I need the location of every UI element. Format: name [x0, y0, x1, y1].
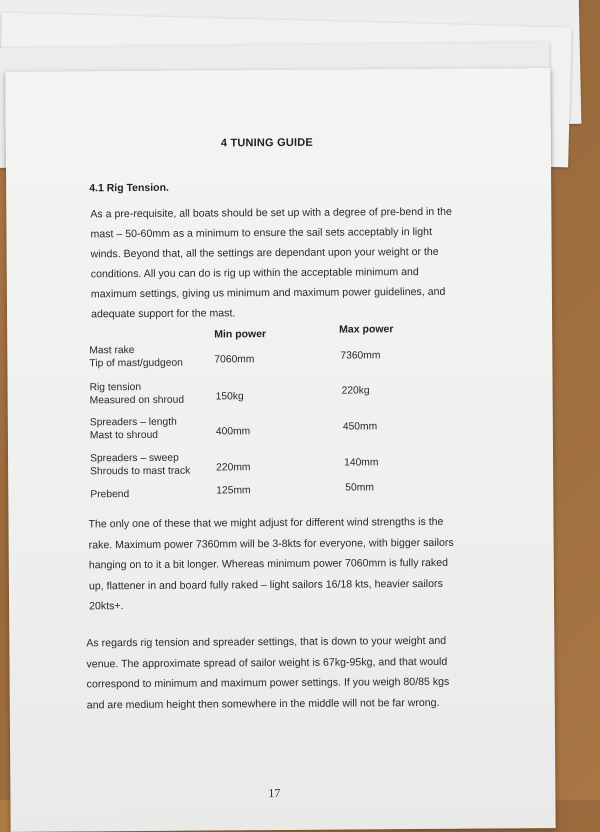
row-label-line: Rig tension: [89, 381, 142, 394]
max-power-header: Max power: [339, 323, 394, 336]
cell-min: 220mm: [216, 462, 251, 474]
row-label-line: Spreaders – length: [89, 416, 177, 429]
page-number: 17: [268, 786, 281, 801]
intro-paragraph: As a pre-requisite, all boats should be set up with a degree of pre-bend in the mast – 50-60mm as a minimum to ensure the sail sets acceptably in light winds. Beyond that, all the settings are dependant upon your weight or the conditions. All you can do is rig up within the acceptable minimum and maximum settings, giving us minimum and maximum power guidelines, and adequate support for the mast.: [90, 205, 452, 321]
row-label-line: Prebend: [90, 489, 130, 501]
document-page: [5, 68, 555, 832]
cell-max: 220kg: [341, 385, 370, 397]
row-label-spreaders-length: [90, 416, 177, 443]
row-label-mast-rake: [89, 344, 183, 371]
cell-max: 7360mm: [340, 350, 381, 362]
row-label-line: Spreaders – sweep: [90, 452, 179, 465]
row-label-line: Mast to shroud: [89, 429, 159, 442]
row-label-line: Shrouds to mast track: [90, 465, 191, 478]
row-label-spreaders-sweep: [90, 452, 190, 479]
cell-min: 400mm: [215, 426, 251, 438]
subsection-heading: 4.1 Rig Tension.: [89, 181, 169, 195]
row-label-line: Tip of mast/gudgeon: [89, 357, 183, 370]
rake-paragraph: The only one of these that we might adjust for different wind strengths is the rake. Maximum power 7360mm will be 3-8kts for everyone, with bigger sailors hanging on to it a bit longer. Whereas minimum power 7060mm is fully raked up, flattener in and board fully raked – light sailors 16/18 kts, heavier sailors 20kts+.: [88, 515, 454, 613]
section-heading: 4 TUNING GUIDE: [220, 136, 313, 150]
row-label-prebend: [90, 488, 129, 501]
cell-max: 140mm: [344, 457, 379, 469]
cell-max: 50mm: [345, 482, 374, 494]
cell-max: 450mm: [342, 421, 378, 433]
cell-min: 7060mm: [214, 354, 255, 366]
min-power-header: Min power: [214, 328, 267, 341]
row-label-rig-tension: [90, 381, 185, 408]
row-label-line: Measured on shroud: [89, 394, 185, 407]
rig-tension-paragraph: As regards rig tension and spreader settings, that is down to your weight and venue. The approximate spread of sailor weight is 67kg-95kg, and that would correspond to minimum and maximum power settings. If you weigh 80/85 kgs and are medium height then somewhere in the middle will not be far wrong.: [86, 634, 450, 711]
cell-min: 150kg: [215, 391, 244, 403]
row-label-line: Mast rake: [89, 345, 135, 357]
cell-min: 125mm: [216, 485, 251, 497]
